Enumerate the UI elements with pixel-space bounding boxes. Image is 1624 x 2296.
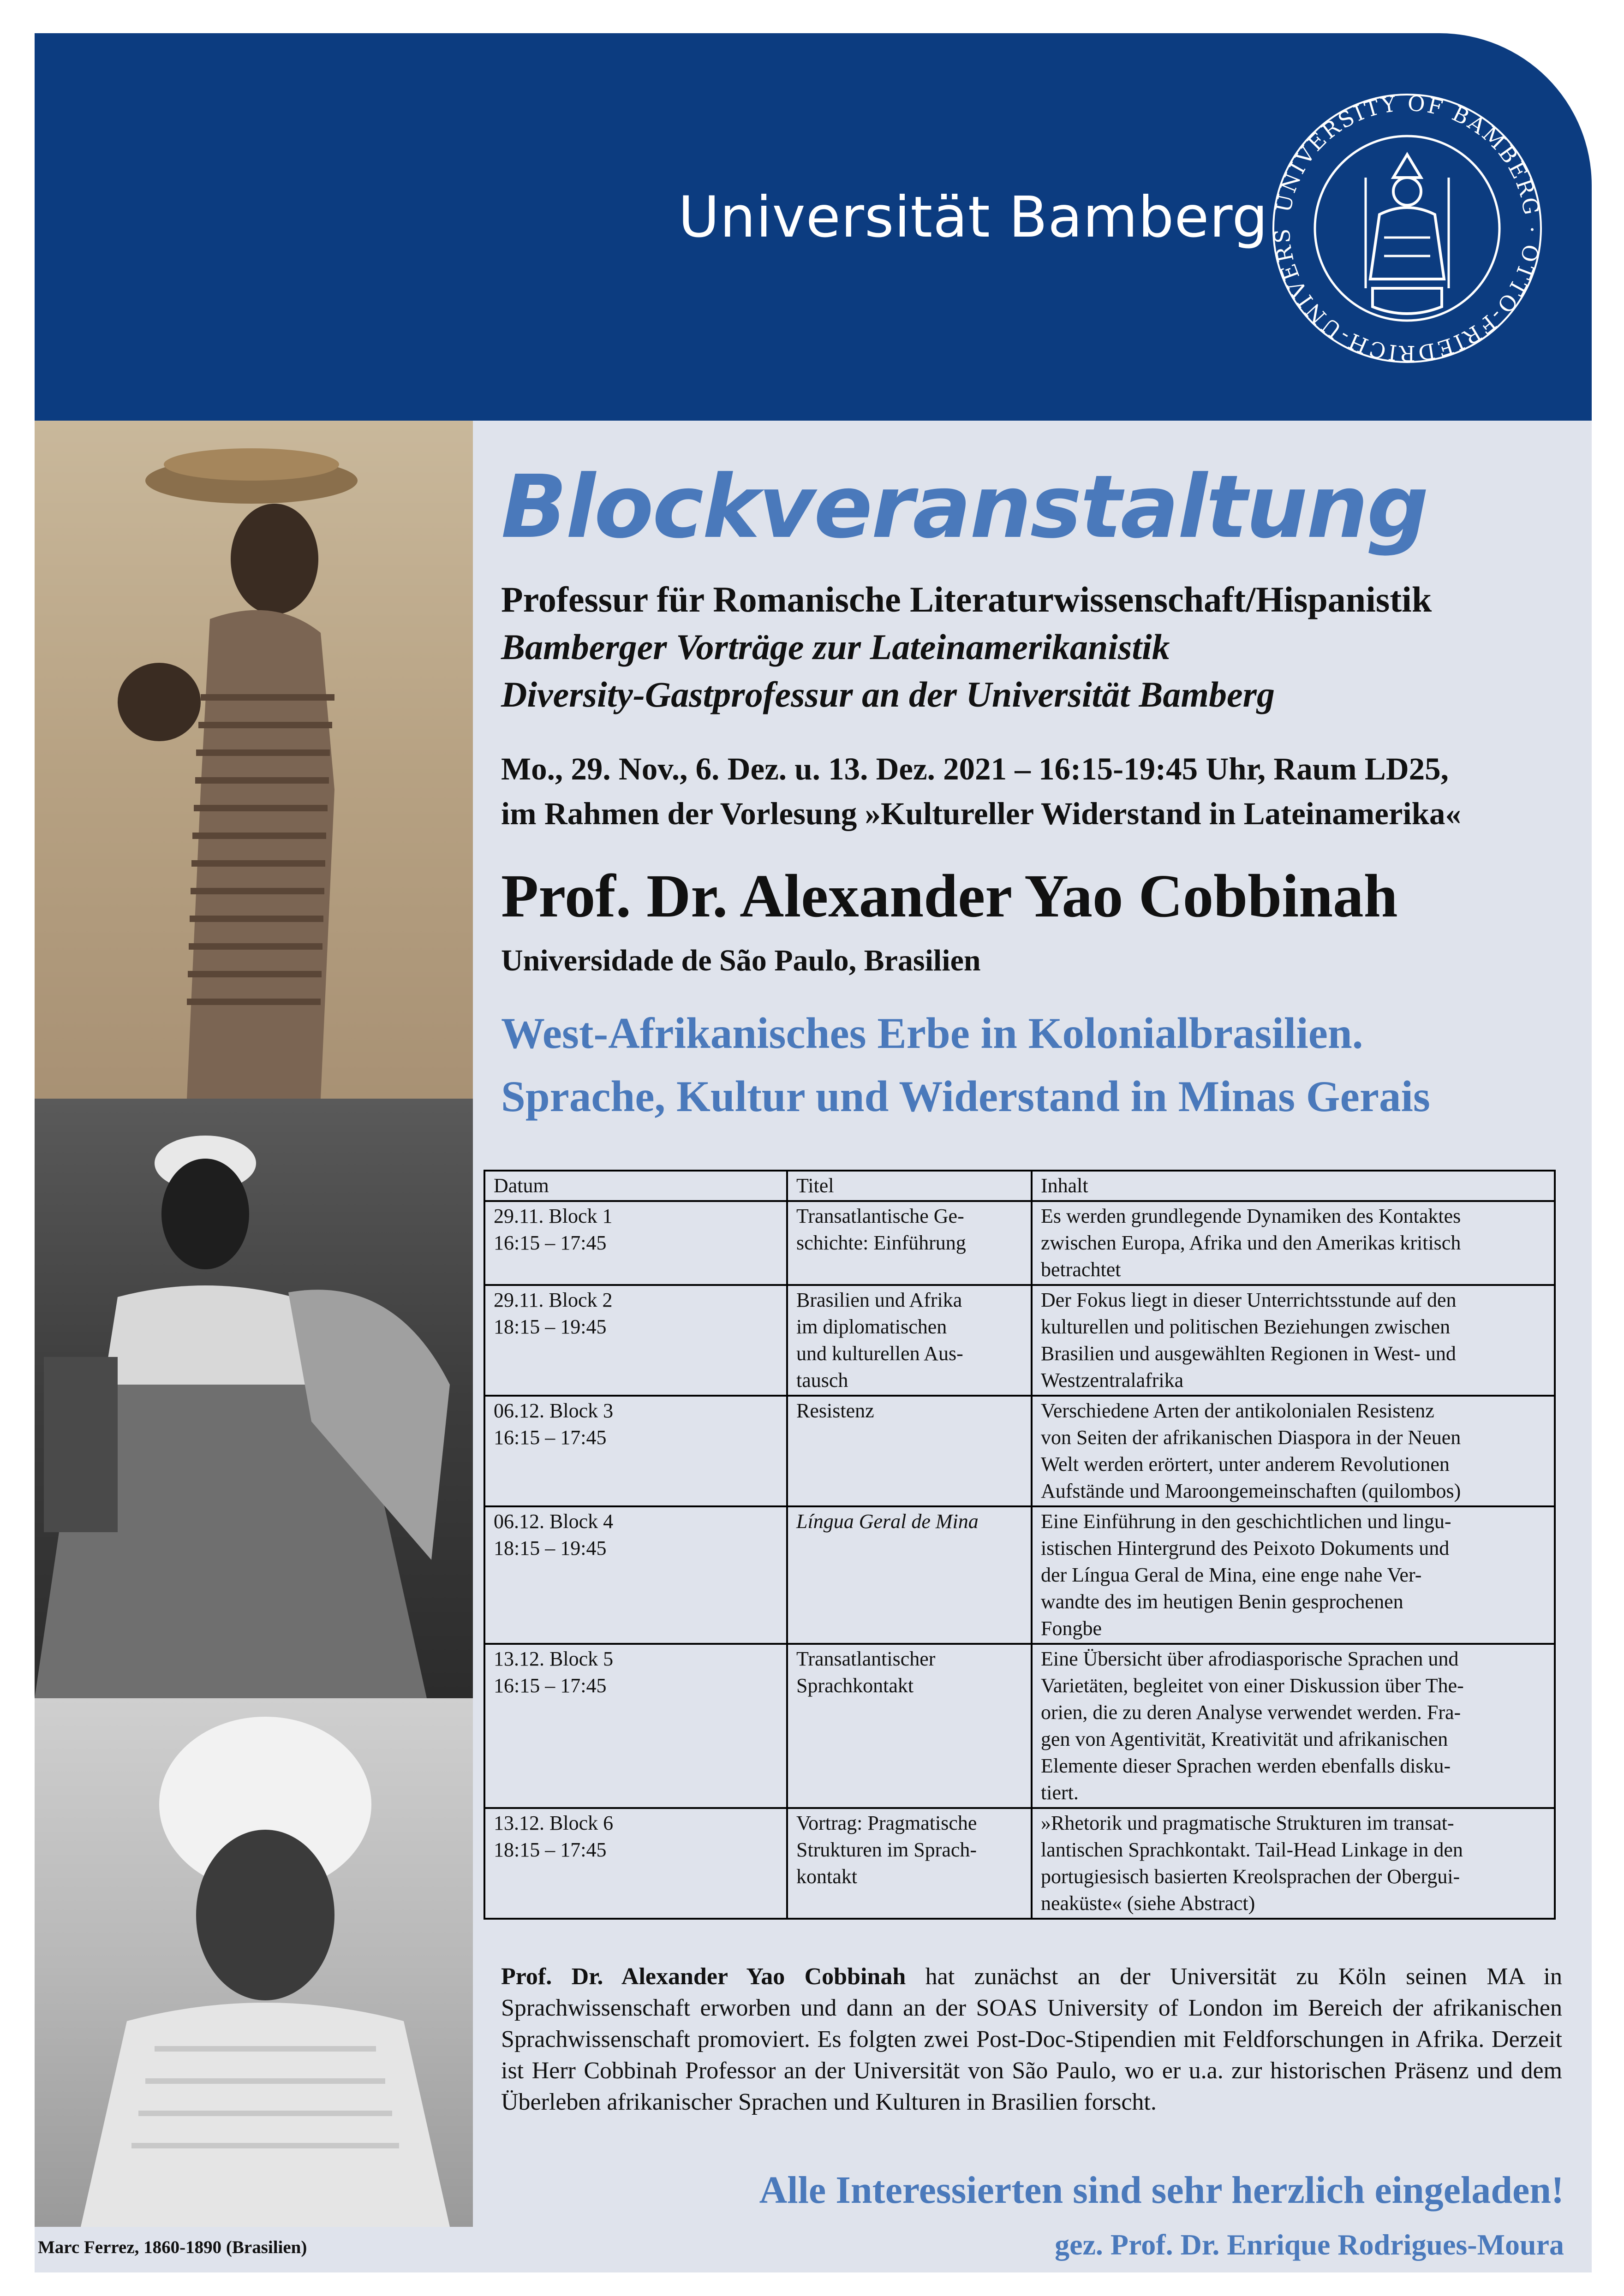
content-line: Eine Übersicht über afrodiasporische Sprachen und: [1041, 1648, 1459, 1670]
content-line: »Rhetorik und pragmatische Strukturen im transat-: [1041, 1812, 1454, 1834]
university-seal-logo: [1264, 85, 1550, 371]
cell-content: [1032, 1201, 1555, 1285]
content-line: Westzentralafrika: [1041, 1369, 1184, 1392]
title-line: Vortrag: Pragmatische: [796, 1812, 977, 1834]
content-line: tiert.: [1041, 1781, 1079, 1804]
title-line: Transatlantische Ge-: [796, 1205, 964, 1227]
speaker-bio: [501, 1961, 1562, 2118]
cell-date: [484, 1506, 787, 1644]
date-line: 16:15 – 17:45: [494, 1674, 607, 1697]
date-line: 16:15 – 17:45: [494, 1231, 607, 1254]
content-line: wandte des im heutigen Benin gesprochenen: [1041, 1590, 1403, 1613]
topic-line-2: Sprache, Kultur und Widerstand in Minas Gerais: [501, 1072, 1430, 1121]
content-line: Elemente dieser Sprachen werden ebenfalls disku-: [1041, 1755, 1451, 1777]
content-line: zwischen Europa, Afrika und den Amerikas kritisch: [1041, 1231, 1461, 1254]
table-row: [484, 1396, 1555, 1506]
speaker-name: Prof. Dr. Alexander Yao Cobbinah: [501, 862, 1398, 930]
bio-text: hat zunächst an der Universität zu Köln seinen MA in Sprachwissenschaft erworben und dann an der SOAS University of London im Bereich der afrikanischen Sprachwissenschaft promoviert. Es folgten zwei Post-Doc-Stipendien mit Feldforschungen in Afrika. Derzeit ist Herr Cobbinah Professor an der Universität von São Paulo, wo er u.a. zur historischen Präsenz und dem Überleben afrikanischer Sprachen und Kulturen in Brasilien forscht.: [501, 1963, 1563, 2115]
cell-content: [1032, 1644, 1555, 1808]
event-title: Blockveranstaltung: [501, 457, 1428, 558]
content-line: betrachtet: [1041, 1258, 1121, 1281]
date-line-1: Mo., 29. Nov., 6. Dez. u. 13. Dez. 2021 – 16:15-19:45 Uhr, Raum LD25,: [501, 751, 1449, 786]
title-line: Sprachkontakt: [796, 1674, 914, 1697]
content-line: von Seiten der afrikanischen Diaspora in der Neuen: [1041, 1426, 1461, 1449]
content-line: gen von Agentivität, Kreativität und afrikanischen: [1041, 1728, 1448, 1750]
historical-photo-woman-with-turban: [35, 1698, 473, 2227]
header-inhalt: Inhalt: [1032, 1171, 1555, 1201]
content-line: istischen Hintergrund des Peixoto Dokuments und: [1041, 1537, 1450, 1559]
diversity-line: Diversity-Gastprofessur an der Universität Bamberg: [501, 674, 1275, 714]
content-line: Der Fokus liegt in dieser Unterrichtsstunde auf den: [1041, 1289, 1457, 1311]
header-datum: Datum: [484, 1171, 787, 1201]
title-line: tausch: [796, 1369, 848, 1392]
cell-title: [787, 1285, 1032, 1396]
cell-title: [787, 1506, 1032, 1644]
cell-date: [484, 1285, 787, 1396]
cell-date: [484, 1201, 787, 1285]
speaker-affiliation: Universidade de São Paulo, Brasilien: [501, 944, 981, 977]
title-line: im diplomatischen: [796, 1315, 947, 1338]
content-line: portugiesisch basierten Kreolsprachen der Obergui-: [1041, 1865, 1460, 1888]
title-line: schichte: Einführung: [796, 1231, 966, 1254]
date-line: 18:15 – 17:45: [494, 1838, 607, 1861]
signature-line: gez. Prof. Dr. Enrique Rodrigues-Moura: [1055, 2228, 1564, 2261]
title-line: Strukturen im Sprach-: [796, 1838, 977, 1861]
cell-date: [484, 1396, 787, 1506]
cell-title: [787, 1201, 1032, 1285]
date-line: 18:15 – 19:45: [494, 1537, 607, 1559]
date-line-2: im Rahmen der Vorlesung »Kultureller Widerstand in Lateinamerika«: [501, 796, 1462, 831]
content-line: Brasilien und ausgewählten Regionen in West- und: [1041, 1342, 1456, 1365]
date-line: 29.11. Block 2: [494, 1289, 613, 1311]
content-line: Eine Einführung in den geschichtlichen und lingu-: [1041, 1510, 1451, 1533]
cell-date: [484, 1644, 787, 1808]
chair-line: Professur für Romanische Literaturwissenschaft/Hispanistik: [501, 579, 1432, 619]
header-titel: Titel: [787, 1171, 1032, 1201]
table-row: [484, 1644, 1555, 1808]
svg-text:UNIVERSITY OF BAMBERG · OTTO-F: UNIVERSITY OF BAMBERG · OTTO-FRIEDRICH-UNIVERS: [1269, 90, 1545, 366]
table-row: [484, 1201, 1555, 1285]
content-line: Fongbe: [1041, 1617, 1102, 1640]
cell-title: [787, 1808, 1032, 1919]
table-header-row: [484, 1171, 1555, 1201]
university-name: Universität Bamberg: [678, 184, 1268, 250]
cell-title: [787, 1644, 1032, 1808]
cell-date: [484, 1808, 787, 1919]
invitation-line: Alle Interessierten sind sehr herzlich eingeladen!: [759, 2169, 1564, 2212]
date-line: 29.11. Block 1: [494, 1205, 613, 1227]
cell-title: [787, 1396, 1032, 1506]
content-line: Aufstände und Maroongemeinschaften (quilombos): [1041, 1480, 1461, 1502]
photo-caption: Marc Ferrez, 1860-1890 (Brasilien): [38, 2237, 307, 2257]
table-row: [484, 1506, 1555, 1644]
cell-content: [1032, 1285, 1555, 1396]
content-line: kulturellen und politischen Beziehungen zwischen: [1041, 1315, 1451, 1338]
table-row: [484, 1285, 1555, 1396]
historical-photo-seated-woman: [35, 1099, 473, 1698]
table-row: [484, 1808, 1555, 1919]
cell-content: [1032, 1396, 1555, 1506]
content-line: der Língua Geral de Mina, eine enge nahe Ver-: [1041, 1564, 1422, 1586]
schedule-table: [484, 1170, 1556, 1920]
date-line: 18:15 – 19:45: [494, 1315, 607, 1338]
content-line: Es werden grundlegende Dynamiken des Kontaktes: [1041, 1205, 1461, 1227]
cell-content: [1032, 1506, 1555, 1644]
topic-line-1: West-Afrikanisches Erbe in Kolonialbrasilien.: [501, 1009, 1363, 1058]
date-line: 06.12. Block 4: [494, 1510, 614, 1533]
series-line: Bamberger Vorträge zur Lateinamerikanistik: [501, 627, 1170, 667]
date-line: 06.12. Block 3: [494, 1399, 614, 1422]
title-line: und kulturellen Aus-: [796, 1342, 963, 1365]
title-line: Transatlantischer: [796, 1648, 936, 1670]
historical-photo-woman-with-basket: [35, 421, 473, 1099]
date-line: 13.12. Block 6: [494, 1812, 614, 1834]
title-line: kontakt: [796, 1865, 857, 1888]
title-line: Língua Geral de Mina: [796, 1510, 979, 1533]
content-line: neaküste« (siehe Abstract): [1041, 1892, 1255, 1915]
date-line: 13.12. Block 5: [494, 1648, 614, 1670]
cell-content: [1032, 1808, 1555, 1919]
bio-name: Prof. Dr. Alexander Yao Cobbinah: [501, 1963, 906, 1990]
title-line: Brasilien und Afrika: [796, 1289, 962, 1311]
title-line: Resistenz: [796, 1399, 874, 1422]
content-line: lantischen Sprachkontakt. Tail-Head Linkage in den: [1041, 1838, 1463, 1861]
content-line: Welt werden erörtert, unter anderem Revolutionen: [1041, 1453, 1450, 1475]
content-line: Verschiedene Arten der antikolonialen Resistenz: [1041, 1399, 1434, 1422]
content-line: orien, die zu deren Analyse verwendet werden. Fra-: [1041, 1701, 1461, 1724]
date-line: 16:15 – 17:45: [494, 1426, 607, 1449]
content-line: Varietäten, begleitet von einer Diskussion über The-: [1041, 1674, 1464, 1697]
